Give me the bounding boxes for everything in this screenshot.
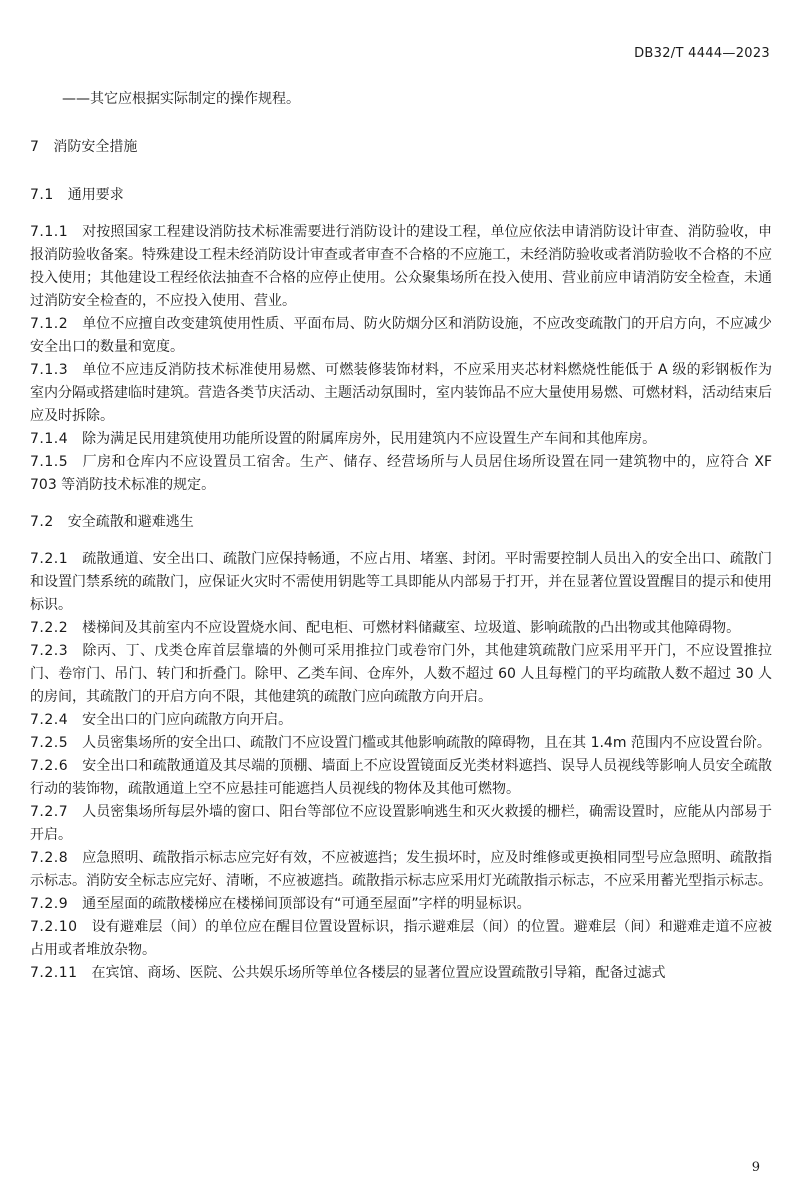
clause: [30, 916, 772, 962]
clause-number: 7.1.1: [30, 224, 69, 240]
clause: [30, 313, 772, 359]
clause: [30, 801, 772, 847]
clause-number: 7.2.6: [30, 758, 69, 774]
clause: [30, 847, 772, 893]
clause-number: 7.1.2: [30, 316, 69, 332]
clause-number: 7.2.10: [30, 919, 78, 935]
page-number: 9: [751, 1160, 760, 1175]
clause-text: 在宾馆、商场、医院、公共娱乐场所等单位各楼层的显著位置应设置疏散引导箱，配备过滤式: [91, 965, 666, 981]
clause-number: 7.2.8: [30, 850, 69, 866]
section-heading-7-1: [30, 184, 772, 207]
clause-text: 对按照国家工程建设消防技术标准需要进行消防设计的建设工程，单位应依法申请消防设计审查、消防验收，申报消防验收备案。特殊建设工程未经消防设计审查或者审查不合格的不应施工，未经消防验收或者消防验收不合格的不应投入使用；其他建设工程经依法抽查不合格的应停止使用。公众聚集场所在投入使用、营业前应申请消防安全检查，未通过消防安全检查的，不应投入使用、营业。: [30, 224, 772, 309]
chapter-heading: [30, 136, 772, 159]
clause-number: 7.2.4: [30, 712, 69, 728]
clause-text: 单位不应违反消防技术标准使用易燃、可燃装修装饰材料，不应采用夹芯材料燃烧性能低于 A 级的彩钢板作为室内分隔或搭建临时建筑。营造各类节庆活动、主题活动氛围时，室内装饰品不应大量使用易燃、可燃材料，活动结束后应及时拆除。: [30, 362, 772, 424]
clause-text: 厂房和仓库内不应设置员工宿舍。生产、储存、经营场所与人员居住场所设置在同一建筑物中的，应符合 XF 703 等消防技术标准的规定。: [30, 454, 772, 493]
clause-number: 7.1.3: [30, 362, 69, 378]
clause-text: 设有避难层（间）的单位应在醒目位置设置标识，指示避难层（间）的位置。避难层（间）和避难走道不应被占用或者堆放杂物。: [30, 919, 772, 958]
section-title: 安全疏散和避难逃生: [67, 514, 194, 530]
clause: [30, 221, 772, 313]
clause-text: 单位不应擅自改变建筑使用性质、平面布局、防火防烟分区和消防设施，不应改变疏散门的开启方向，不应减少安全出口的数量和宽度。: [30, 316, 772, 355]
section-number: 7.1: [30, 187, 54, 203]
clause-text: 人员密集场所每层外墙的窗口、阳台等部位不应设置影响逃生和灭火救援的栅栏，确需设置时，应能从内部易于开启。: [30, 804, 772, 843]
clause-text: 安全出口的门应向疏散方向开启。: [82, 712, 293, 728]
standard-code: DB32/T 4444—2023: [634, 46, 770, 61]
clause-number: 7.2.7: [30, 804, 69, 820]
section-number: 7.2: [30, 514, 54, 530]
clause-number: 7.2.5: [30, 735, 69, 751]
clause-text: 人员密集场所的安全出口、疏散门不应设置门槛或其他影响疏散的障碍物，且在其 1.4m 范围内不应设置台阶。: [82, 735, 771, 751]
clause: [30, 732, 772, 755]
clause-number: 7.1.5: [30, 454, 69, 470]
clause-number: 7.2.1: [30, 551, 69, 567]
clause: [30, 893, 772, 916]
clause: [30, 451, 772, 497]
clause-number: 7.2.2: [30, 620, 69, 636]
clause-number: 7.2.9: [30, 896, 69, 912]
clause-number: 7.1.4: [30, 431, 69, 447]
clause-text: 除为满足民用建筑使用功能所设置的附属库房外，民用建筑内不应设置生产车间和其他库房。: [82, 431, 657, 447]
chapter-number: 7: [30, 139, 40, 155]
clause: [30, 359, 772, 428]
clause-text: 疏散通道、安全出口、疏散门应保持畅通，不应占用、堵塞、封闭。平时需要控制人员出入的安全出口、疏散门和设置门禁系统的疏散门，应保证火灾时不需使用钥匙等工具即能从内部易于打开，并在显著位置设置醒目的提示和使用标识。: [30, 551, 772, 613]
clause: [30, 709, 772, 732]
intro-dash-item: ——其它应根据实际制定的操作规程。: [62, 91, 300, 107]
section-heading-7-2: [30, 511, 772, 534]
clause: [30, 428, 772, 451]
clause-text: 安全出口和疏散通道及其尽端的顶棚、墙面上不应设置镜面反光类材料遮挡、误导人员视线等影响人员安全疏散行动的装饰物，疏散通道上空不应悬挂可能遮挡人员视线的物体及其他可燃物。: [30, 758, 772, 797]
clause: [30, 962, 772, 985]
clause-text: 应急照明、疏散指示标志应完好有效，不应被遮挡；发生损坏时，应及时维修或更换相同型号应急照明、疏散指示标志。消防安全标志应完好、清晰，不应被遮挡。疏散指示标志应采用灯光疏散指示标志，不应采用蓄光型指示标志。: [30, 850, 772, 889]
section-title: 通用要求: [67, 187, 124, 203]
clause: [30, 617, 772, 640]
clause-number: 7.2.11: [30, 965, 78, 981]
clause: [30, 548, 772, 617]
document-body: [30, 88, 772, 985]
clause-text: 楼梯间及其前室内不应设置烧水间、配电柜、可燃材料储藏室、垃圾道、影响疏散的凸出物或其他障碍物。: [82, 620, 741, 636]
clause: [30, 755, 772, 801]
clause-number: 7.2.3: [30, 643, 69, 659]
clause-text: 通至屋面的疏散楼梯应在楼梯间顶部设有“可通至屋面”字样的明显标识。: [82, 896, 531, 912]
clause-text: 除丙、丁、戊类仓库首层靠墙的外侧可采用推拉门或卷帘门外，其他建筑疏散门应采用平开门，不应设置推拉门、卷帘门、吊门、转门和折叠门。除甲、乙类车间、仓库外，人数不超过 60 人且每樘门的平均疏散人数不超过 30 人的房间，其疏散门的开启方向不限，其他建筑的疏散门应向疏散方向开启。: [30, 643, 772, 705]
clause: [30, 640, 772, 709]
chapter-title: 消防安全措施: [53, 139, 138, 155]
